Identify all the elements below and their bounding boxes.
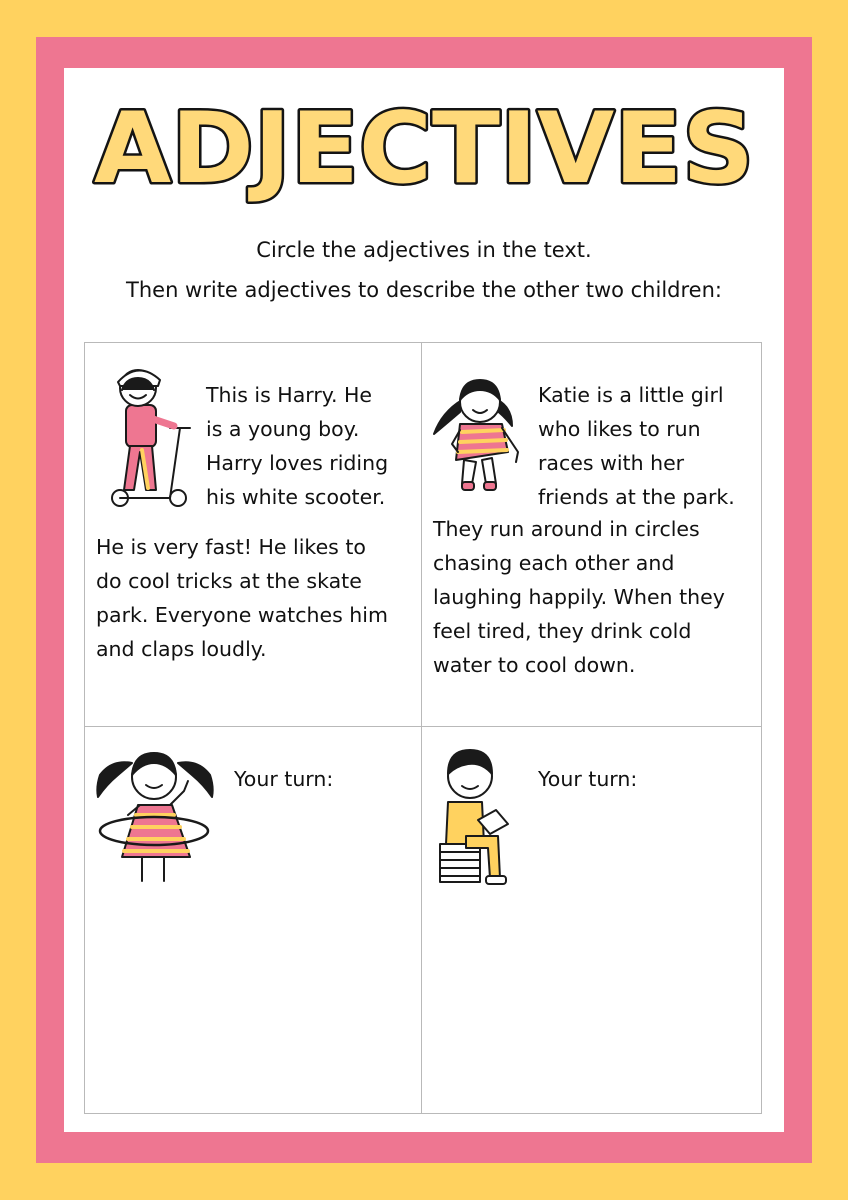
- page-title: ADJECTIVES: [94, 92, 754, 206]
- katie-line-5: They run around in circles: [433, 517, 700, 541]
- katie-line-1: Katie is a little girl: [538, 383, 724, 407]
- girl-hoop-prompt: Your turn:: [234, 767, 334, 791]
- instructions: [0, 230, 848, 310]
- title-banner: [0, 0, 848, 230]
- katie-line-4: friends at the park.: [538, 485, 735, 509]
- harry-line-2: is a young boy.: [206, 417, 360, 441]
- harry-line-4: his white scooter.: [206, 485, 386, 509]
- boy-on-scooter-illustration: [100, 360, 192, 510]
- katie-line-6: chasing each other and: [433, 551, 675, 575]
- katie-line-7: laughing happily. When they: [433, 585, 725, 609]
- girl-with-hula-hoop-illustration: [94, 745, 222, 885]
- grid-vertical-divider: [421, 342, 422, 1114]
- instruction-line-1: Circle the adjectives in the text.: [256, 238, 592, 262]
- katie-line-2: who likes to run: [538, 417, 701, 441]
- katie-line-8: feel tired, they drink cold: [433, 619, 692, 643]
- katie-line-9: water to cool down.: [433, 653, 636, 677]
- girl-running-illustration: [432, 372, 527, 500]
- harry-line-8: and claps loudly.: [96, 637, 267, 661]
- harry-line-1: This is Harry. He: [206, 383, 373, 407]
- harry-line-7: park. Everyone watches him: [96, 603, 388, 627]
- boy-reading-prompt: Your turn:: [538, 767, 638, 791]
- harry-line-5: He is very fast! He likes to: [96, 535, 366, 559]
- instruction-line-2: Then write adjectives to describe the other two children:: [126, 278, 722, 302]
- harry-text-top: [206, 378, 388, 514]
- katie-line-3: races with her: [538, 451, 685, 475]
- boy-reading-book-illustration: [436, 740, 514, 886]
- harry-text-bottom: [96, 530, 388, 666]
- grid-horizontal-divider: [84, 726, 762, 727]
- harry-line-6: do cool tricks at the skate: [96, 569, 362, 593]
- katie-text-bottom: [433, 512, 725, 682]
- katie-text-top: [538, 378, 735, 514]
- harry-line-3: Harry loves riding: [206, 451, 389, 475]
